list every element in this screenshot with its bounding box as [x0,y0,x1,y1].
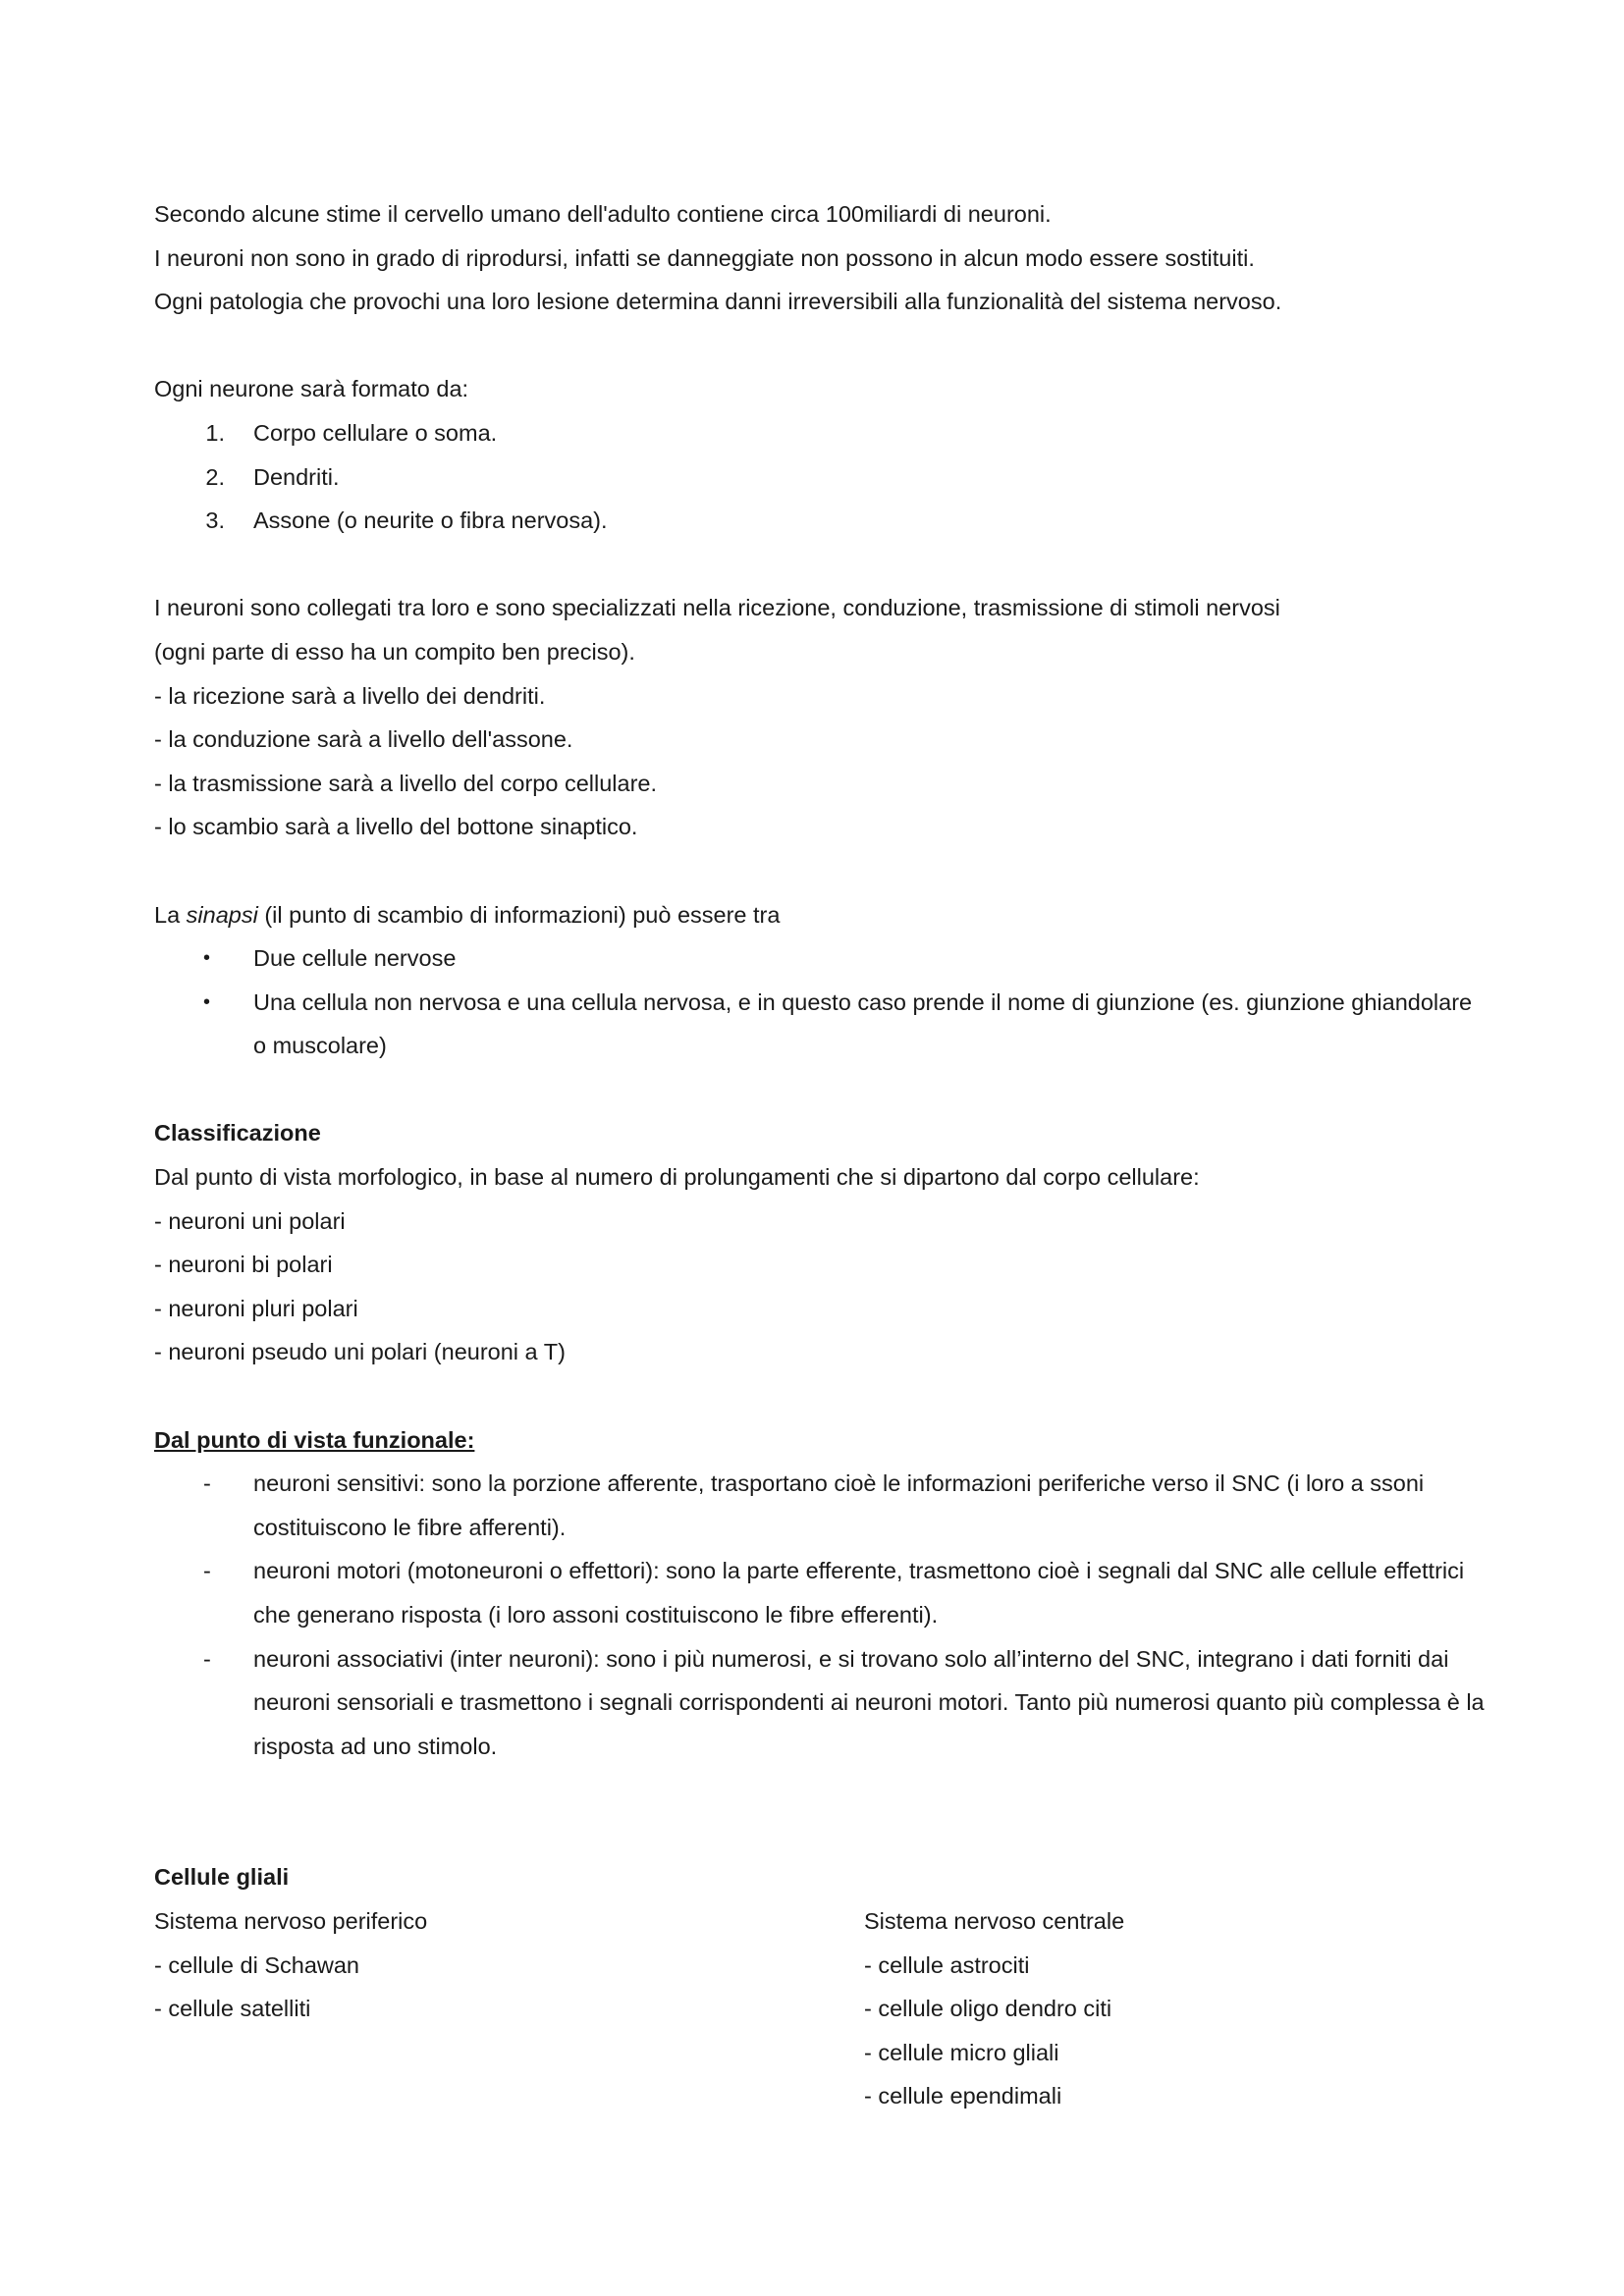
list-item-text: Assone (o neurite o fibra nervosa). [253,507,608,534]
dash-list-item [154,1462,1489,1549]
central-item: - cellule ependimali [864,2083,1062,2109]
list-item-text: Due cellule nervose [253,945,457,972]
bullet-icon: • [203,947,211,970]
classification-item: - neuroni bi polari [154,1252,333,1278]
functions-line: (ogni parte di esso ha un compito ben preciso). [154,638,635,665]
list-item-text: Corpo cellulare o soma. [253,419,498,446]
functions-line: - la conduzione sarà a livello dell'assone. [154,726,573,753]
synapse-lead-prefix: La [154,901,187,928]
central-title: Sistema nervoso centrale [864,1907,1125,1934]
dash-list-item [154,1637,1489,1769]
functions-line: - la trasmissione sarà a livello del corpo cellulare. [154,770,657,796]
section-heading-glial: Cellule gliali [154,1864,290,1891]
section-heading-classification: Classificazione [154,1120,321,1147]
document-page [154,192,1489,2118]
list-item-text: neuroni motori (motoneuroni o effettori): sono la parte efferente, trasmettono cioè i segnali dal SNC alle cellule effettrici che generano risposta (i loro assoni costituiscono le fibre efferenti). [253,1558,1465,1628]
list-item-text: neuroni associativi (inter neuroni): sono i più numerosi, e si trovano solo all’interno del SNC, integrano i dati forniti dai neuroni sensoriali e trasmettono i segnali corrispondenti ai neuroni motori. Tanto più numerosi quanto più complessa è la risposta ad uno stimolo. [253,1645,1485,1759]
intro-line: I neuroni non sono in grado di riprodursi, infatti se danneggiate non possono in alcun modo essere sostituiti. [154,244,1255,271]
peripheral-title: Sistema nervoso periferico [154,1907,428,1934]
numbered-list-item [154,455,1489,500]
bullet-list-item [154,981,1489,1068]
peripheral-item: - cellule satelliti [154,1996,311,2022]
glial-columns [154,1899,1489,2118]
dash-list-item [154,1549,1489,1636]
intro-line: Ogni patologia che provochi una loro lesione determina danni irreversibili alla funzionalità del sistema nervoso. [154,289,1282,315]
central-item: - cellule micro gliali [864,2039,1059,2065]
numbered-list-item [154,499,1489,543]
functions-line: - la ricezione sarà a livello dei dendriti. [154,682,546,709]
synapse-lead [154,893,1489,937]
synapse-lead-suffix: (il punto di scambio di informazioni) può essere tra [257,901,781,928]
dash-marker: - [203,1470,211,1497]
composition-lead: Ogni neurone sarà formato da: [154,376,469,402]
peripheral-column [154,1899,864,2118]
numbered-list-item [154,411,1489,455]
peripheral-item: - cellule di Schawan [154,1951,359,1978]
dash-marker: - [203,1558,211,1584]
central-item: - cellule astrociti [864,1951,1030,1978]
section-heading-functional: Dal punto di vista funzionale: [154,1426,475,1453]
list-item-text: Una cellula non nervosa e una cellula nervosa, e in questo caso prende il nome di giunzione (es. giunzione ghiandolare o muscolare) [253,988,1473,1059]
central-column [864,1899,1489,2118]
intro-line: Secondo alcune stime il cervello umano dell'adulto contiene circa 100miliardi di neuroni. [154,201,1052,227]
list-number: 1. [205,419,225,446]
functions-line: I neuroni sono collegati tra loro e sono specializzati nella ricezione, conduzione, trasmissione di stimoli nervosi [154,595,1280,621]
list-item-text: neuroni sensitivi: sono la porzione afferente, trasportano cioè le informazioni periferiche verso il SNC (i loro a ssoni costituiscono le fibre afferenti). [253,1470,1425,1540]
classification-item: - neuroni uni polari [154,1207,346,1234]
list-number: 3. [205,507,225,534]
central-item: - cellule oligo dendro citi [864,1996,1112,2022]
classification-item: - neuroni pluri polari [154,1295,358,1321]
list-item-text: Dendriti. [253,463,340,490]
bullet-icon: • [203,990,211,1013]
bullet-list-item [154,936,1489,981]
synapse-term: sinapsi [186,901,258,928]
dash-marker: - [203,1645,211,1672]
list-number: 2. [205,463,225,490]
classification-item: - neuroni pseudo uni polari (neuroni a T) [154,1339,566,1365]
classification-lead: Dal punto di vista morfologico, in base al numero di prolungamenti che si dipartono dal corpo cellulare: [154,1164,1200,1191]
functions-line: - lo scambio sarà a livello del bottone sinaptico. [154,814,638,840]
